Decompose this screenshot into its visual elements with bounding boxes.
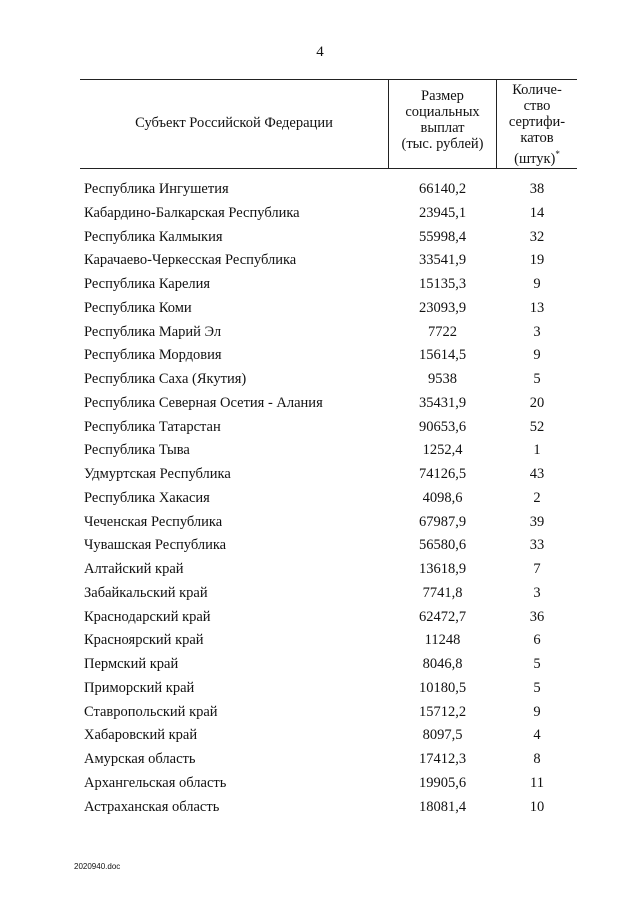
row-subject-name: Республика Ингушетия (84, 181, 229, 197)
row-certificate-count: 11 (530, 774, 544, 791)
page-number: 4 (316, 44, 324, 60)
header-certificates-line: Количе- (512, 82, 562, 98)
row-subject-name: Краснодарский край (84, 608, 211, 625)
table-row (0, 704, 640, 728)
table-row (0, 419, 640, 443)
row-payment-amount: 4098,6 (422, 489, 463, 506)
row-certificate-count: 8 (533, 751, 541, 767)
row-certificate-count: 39 (529, 513, 545, 530)
row-subject-name: Архангельская область (84, 774, 227, 791)
row-certificate-count: 5 (533, 371, 541, 387)
table-row (0, 276, 640, 300)
row-payment-amount: 8046,8 (422, 656, 463, 672)
table-row (0, 656, 640, 680)
row-subject-name: Республика Карелия (84, 276, 211, 292)
row-subject-name: Красноярский край (84, 632, 204, 649)
header-subject: Субъект Российской Федерации (135, 115, 333, 131)
row-subject-name: Пермский край (84, 656, 179, 672)
row-payment-amount: 23945,1 (418, 204, 467, 221)
row-payment-amount: 62472,7 (418, 608, 467, 625)
footnote-mark: * (555, 149, 560, 159)
row-subject-name: Республика Тыва (84, 442, 190, 459)
row-certificate-count: 19 (529, 252, 545, 269)
row-payment-amount: 35431,9 (418, 394, 467, 411)
row-subject-name: Чувашская Республика (84, 537, 227, 554)
row-payment-amount: 56580,6 (418, 537, 467, 554)
table-top-rule (80, 79, 577, 80)
table-row (0, 181, 640, 205)
table-row (0, 561, 640, 585)
row-subject-name: Астраханская область (84, 798, 220, 815)
row-subject-name: Чеченская Республика (84, 513, 223, 530)
row-subject-name: Республика Коми (84, 299, 192, 316)
row-payment-amount: 74126,5 (418, 466, 467, 482)
row-certificate-count: 2 (533, 489, 541, 506)
row-certificate-count: 13 (529, 299, 545, 316)
row-certificate-count: 43 (529, 466, 545, 482)
table-row (0, 727, 640, 751)
table-row (0, 775, 640, 799)
row-payment-amount: 33541,9 (418, 252, 467, 269)
row-payment-amount: 18081,4 (418, 798, 467, 815)
row-subject-name: Удмуртская Республика (84, 466, 231, 482)
row-certificate-count: 9 (533, 276, 541, 292)
row-certificate-count: 52 (529, 418, 545, 435)
table-row (0, 490, 640, 514)
row-subject-name: Алтайский край (84, 561, 184, 577)
row-payment-amount: 7722 (428, 323, 457, 340)
table-row (0, 680, 640, 704)
row-certificate-count: 3 (533, 323, 541, 340)
header-payments-line: социальных (405, 104, 480, 120)
row-payment-amount: 15712,2 (418, 703, 467, 720)
table-header-bottom-rule (80, 168, 577, 169)
row-subject-name: Хабаровский край (84, 727, 198, 744)
row-payment-amount: 17412,3 (418, 751, 467, 767)
row-payment-amount: 23093,9 (418, 299, 467, 316)
table-row (0, 252, 640, 276)
table-row (0, 442, 640, 466)
table-row (0, 324, 640, 348)
header-payments (389, 88, 496, 152)
row-payment-amount: 67987,9 (418, 513, 467, 530)
header-certificates-line: катов (520, 130, 554, 146)
table-row (0, 347, 640, 371)
row-subject-name: Амурская область (84, 751, 196, 767)
row-certificate-count: 36 (529, 608, 545, 625)
row-certificate-count: 6 (533, 632, 541, 649)
table-row (0, 632, 640, 656)
row-certificate-count: 14 (529, 204, 545, 221)
table-row (0, 300, 640, 324)
table-row (0, 371, 640, 395)
header-certificates-line: сертифи- (508, 114, 566, 130)
row-payment-amount: 11248 (424, 632, 461, 649)
row-payment-amount: 13618,9 (418, 561, 467, 577)
document-footer: 2020940.doc (74, 862, 121, 871)
table-row (0, 585, 640, 609)
row-payment-amount: 90653,6 (418, 418, 467, 435)
row-subject-name: Республика Хакасия (84, 489, 210, 506)
table-row (0, 229, 640, 253)
table-row (0, 537, 640, 561)
table-row (0, 514, 640, 538)
row-certificate-count: 9 (533, 347, 541, 364)
row-subject-name: Республика Марий Эл (84, 323, 222, 340)
row-subject-name: Приморский край (84, 679, 195, 696)
header-certificates-line: ство (523, 98, 551, 114)
row-payment-amount: 8097,5 (422, 727, 463, 744)
header-payments-line: Размер (421, 88, 464, 104)
row-payment-amount: 66140,2 (418, 181, 467, 197)
table-row (0, 205, 640, 229)
row-payment-amount: 7741,8 (422, 584, 463, 601)
table-row (0, 751, 640, 775)
header-payments-line: (тыс. рублей) (401, 136, 484, 152)
row-payment-amount: 10180,5 (418, 679, 467, 696)
row-payment-amount: 19905,6 (418, 774, 467, 791)
row-certificate-count: 32 (529, 228, 545, 245)
row-payment-amount: 15614,5 (418, 347, 467, 364)
row-subject-name: Кабардино-Балкарская Республика (84, 204, 300, 221)
table-row (0, 395, 640, 419)
row-certificate-count: 38 (529, 181, 545, 197)
row-certificate-count: 5 (533, 679, 541, 696)
table-row (0, 799, 640, 823)
row-certificate-count: 1 (533, 442, 541, 459)
row-subject-name: Республика Саха (Якутия) (84, 371, 247, 387)
row-certificate-count: 5 (533, 656, 541, 672)
row-certificate-count: 10 (529, 798, 545, 815)
row-payment-amount: 15135,3 (418, 276, 467, 292)
table-row (0, 609, 640, 633)
row-subject-name: Забайкальский край (84, 584, 208, 601)
row-certificate-count: 3 (533, 584, 541, 601)
row-subject-name: Ставропольский край (84, 703, 218, 720)
row-subject-name: Республика Татарстан (84, 418, 221, 435)
row-certificate-count: 9 (533, 703, 541, 720)
row-certificate-count: 20 (529, 394, 545, 411)
row-subject-name: Республика Северная Осетия - Алания (84, 394, 323, 411)
row-payment-amount: 55998,4 (418, 228, 467, 245)
row-subject-name: Республика Калмыкия (84, 228, 223, 245)
header-certificates-unit: (штук) (514, 150, 556, 167)
table-body (0, 181, 640, 822)
table-row (0, 466, 640, 490)
header-payments-line: выплат (420, 120, 465, 136)
row-certificate-count: 4 (533, 727, 541, 744)
row-subject-name: Республика Мордовия (84, 347, 222, 364)
header-certificates-line (497, 146, 577, 167)
row-subject-name: Карачаево-Черкесская Республика (84, 252, 297, 269)
header-certificates (497, 82, 577, 167)
row-payment-amount: 9538 (428, 371, 457, 387)
row-certificate-count: 33 (529, 537, 545, 554)
row-certificate-count: 7 (533, 561, 541, 577)
row-payment-amount: 1252,4 (422, 442, 463, 459)
